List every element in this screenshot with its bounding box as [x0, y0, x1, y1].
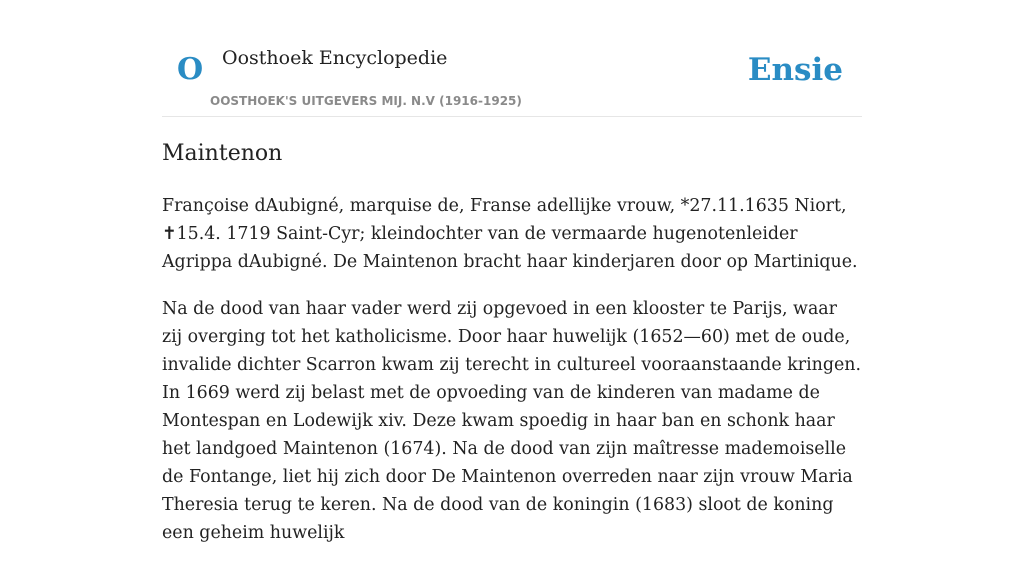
article-title: Maintenon — [162, 141, 283, 166]
publication-logo[interactable]: O — [177, 52, 204, 87]
article-paragraph-2: Na de dood van haar vader werd zij opgevoed in een klooster te Parijs, waar zij overging tot het katholicisme. Door haar huwelijk (1652—60) met de oude, invalide dichter Scarron kwam zij terecht in cultureel vooraanstaande kringen. In 1669 werd zij belast met de opvoeding van de kinderen van madame de Montespan en Lodewijk xiv. Deze kwam spoedig in haar ban en schonk haar het landgoed Maintenon (1674). Na de dood van zijn maîtresse mademoiselle de Fontange, liet hij zich door De Maintenon overreden naar zijn vrouw Maria Theresia terug te keren. Na de dood van de koningin (1683) sloot de koning een geheim huwelijk — [162, 299, 861, 543]
ensie-logo-link[interactable]: Ensie — [747, 52, 843, 88]
article-body — [162, 192, 862, 566]
publisher-subtitle: OOSTHOEK'S UITGEVERS MIJ. N.V (1916-1925) — [210, 94, 522, 108]
site-header — [162, 0, 862, 117]
publication-title[interactable]: Oosthoek Encyclopedie — [222, 47, 448, 69]
article-paragraph-1: Françoise dAubigné, marquise de, Franse adellijke vrouw, *27.11.1635 Niort, ✝15.4. 1719 Saint-Cyr; kleindochter van de vermaarde hugenotenleider Agrippa dAubigné. De Maintenon bracht haar kinderjaren door op Martinique. — [162, 196, 858, 272]
